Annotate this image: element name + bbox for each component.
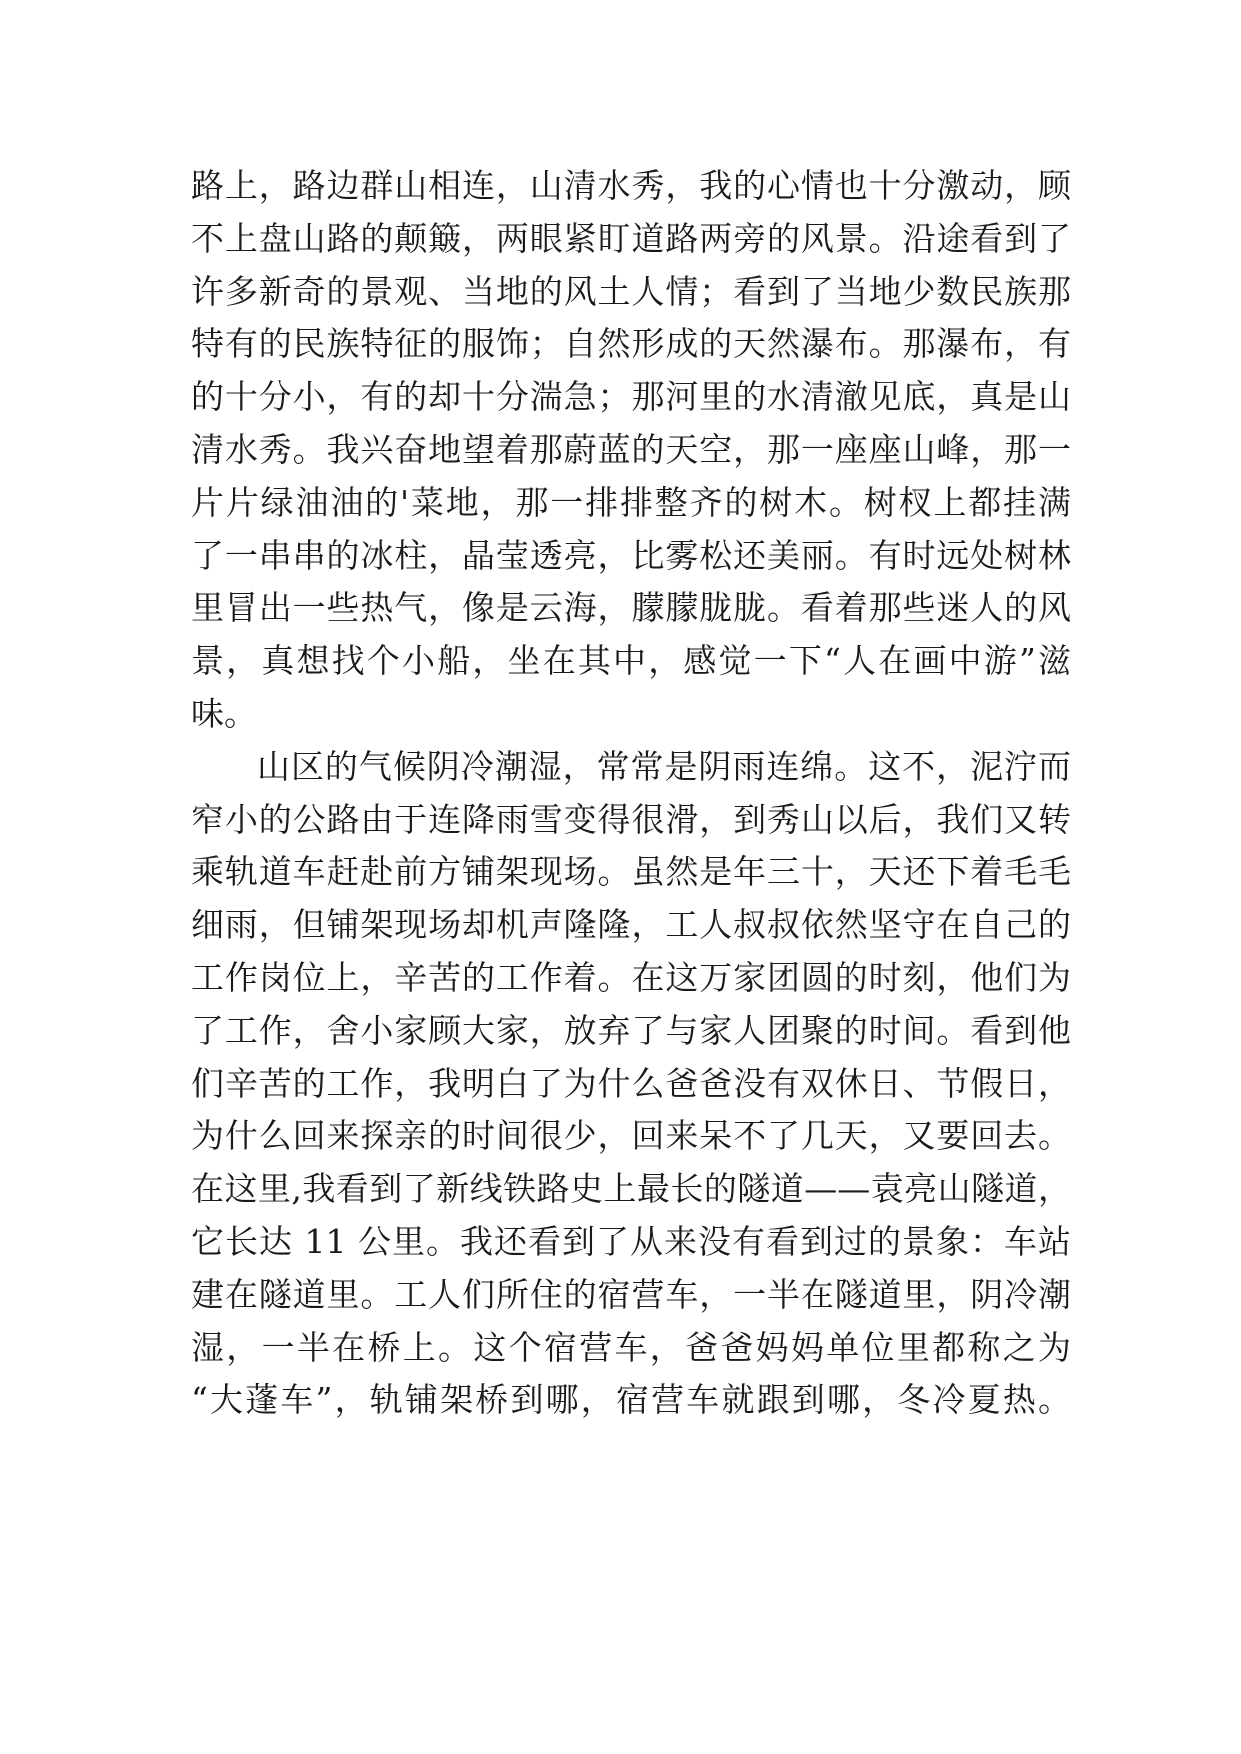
text-line: 在这里,我看到了新线铁路史上最长的隧道——袁亮山隧道，: [191, 1169, 1071, 1209]
text-line: 片片绿油油的'菜地，那一排排整齐的树木。树杈上都挂满: [191, 482, 1071, 522]
text-line: 里冒出一些热气，像是云海，朦朦胧胧。看着那些迷人的风: [191, 588, 1071, 628]
text-line: 工作岗位上，辛苦的工作着。在这万家团圆的时刻，他们为: [191, 957, 1071, 997]
text-line: 山区的气候阴冷潮湿，常常是阴雨连绵。这不，泥泞而: [257, 746, 1071, 786]
text-line: 们辛苦的工作，我明白了为什么爸爸没有双休日、节假日，: [191, 1063, 1071, 1103]
text-line: 为什么回来探亲的时间很少，回来呆不了几天，又要回去。: [191, 1116, 1071, 1156]
text-line: 窄小的公路由于连降雨雪变得很滑，到秀山以后，我们又转: [191, 799, 1071, 839]
text-line: 湿，一半在桥上。这个宿营车，爸爸妈妈单位里都称之为: [191, 1327, 1071, 1367]
text-line: 景，真想找个小船，坐在其中，感觉一下“人在画中游”滋: [191, 641, 1071, 681]
text-line: 清水秀。我兴奋地望着那蔚蓝的天空，那一座座山峰，那一: [191, 429, 1071, 469]
text-line: 特有的民族特征的服饰；自然形成的天然瀑布。那瀑布，有: [191, 324, 1071, 364]
text-line: 路上，路边群山相连，山清水秀，我的心情也十分激动，顾: [191, 166, 1071, 205]
text-line: 的十分小，有的却十分湍急；那河里的水清澈见底，真是山: [191, 377, 1071, 417]
paragraph-1: [191, 160, 1071, 741]
text-line: 细雨，但铺架现场却机声隆隆，工人叔叔依然坚守在自己的: [191, 905, 1071, 945]
body-text: [191, 160, 1071, 1427]
text-line: 味。: [191, 693, 257, 733]
text-line: 了工作，舍小家顾大家，放弃了与家人团聚的时间。看到他: [191, 1010, 1071, 1050]
text-line: 许多新奇的景观、当地的风土人情；看到了当地少数民族那: [191, 271, 1071, 311]
text-line: 乘轨道车赶赴前方铺架现场。虽然是年三十，天还下着毛毛: [191, 852, 1071, 892]
paragraph-2: [191, 741, 1071, 1427]
text-line: 它长达 11 公里。我还看到了从来没有看到过的景象：车站: [191, 1221, 1071, 1261]
text-line: “大蓬车”，轨铺架桥到哪，宿营车就跟到哪，冬冷夏热。: [191, 1380, 1071, 1420]
text-line: 不上盘山路的颠簸，两眼紧盯道路两旁的风景。沿途看到了: [191, 218, 1071, 258]
text-line: 了一串串的冰柱，晶莹透亮，比雾松还美丽。有时远处树林: [191, 535, 1071, 575]
text-line: 建在隧道里。工人们所住的宿营车，一半在隧道里，阴冷潮: [191, 1274, 1071, 1314]
